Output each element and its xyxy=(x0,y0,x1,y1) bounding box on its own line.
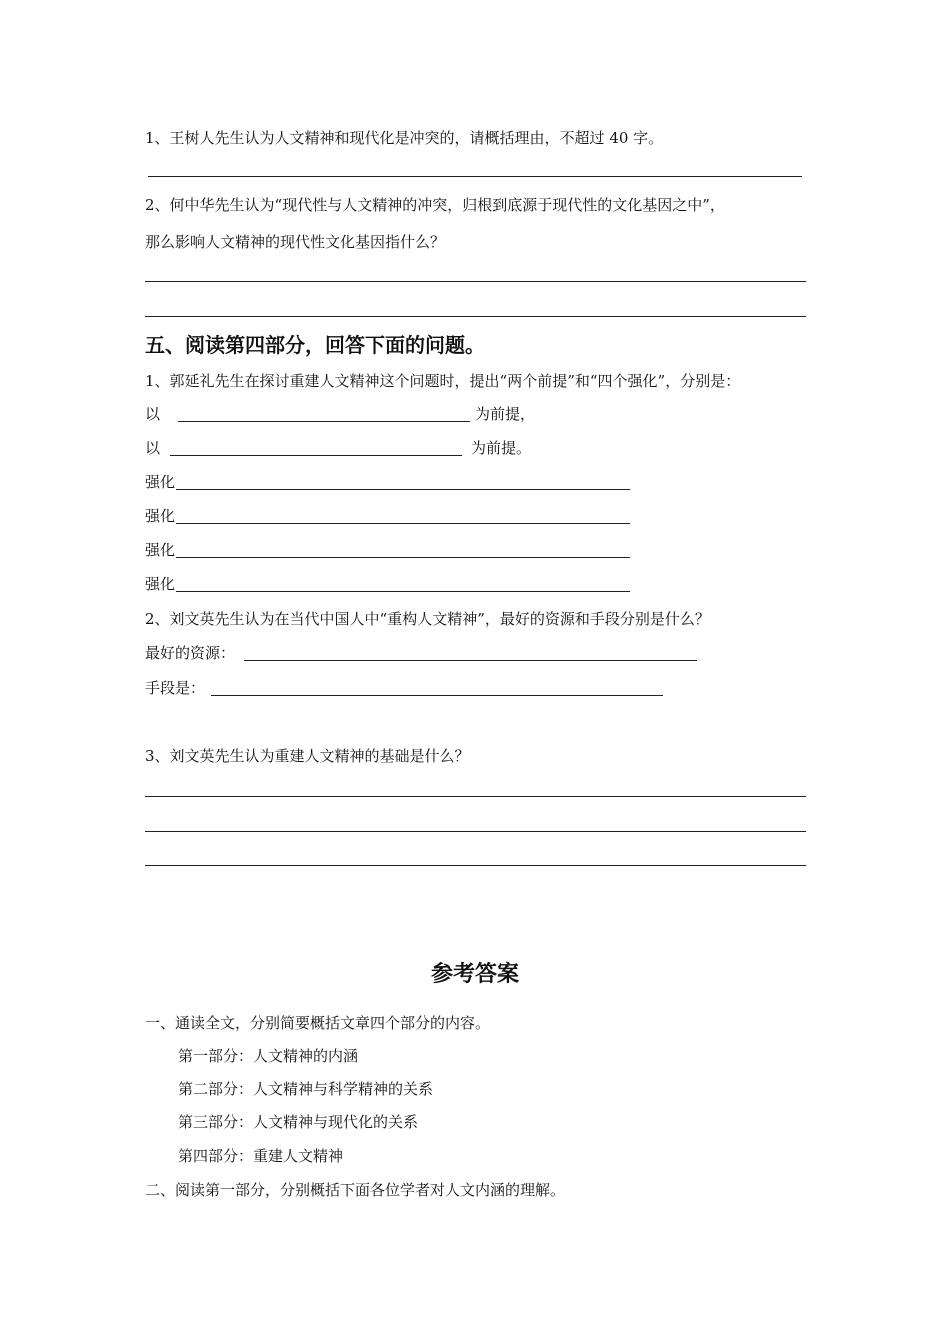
premise-blank-2 xyxy=(170,455,462,456)
question-5-3: 3、刘文英先生认为重建人文精神的基础是什么？ xyxy=(145,747,470,765)
means-blank xyxy=(211,695,663,696)
strengthen-label-4: 强化 xyxy=(145,575,176,593)
answer-item-1: 一、通读全文，分别简要概括文章四个部分的内容。 xyxy=(145,1014,491,1032)
answer-line xyxy=(145,316,806,317)
strengthen-blank-1 xyxy=(176,489,630,490)
question-5-1: 1、郭延礼先生在探讨重建人文精神这个问题时，提出“两个前提”和“四个强化”，分别是： xyxy=(145,372,741,390)
question-4-1: 1、王树人先生认为人文精神和现代化是冲突的，请概括理由，不超过 40 字。 xyxy=(145,129,664,147)
answer-line xyxy=(145,865,806,866)
premise-suffix-1: 为前提， xyxy=(475,405,536,423)
strengthen-label-2: 强化 xyxy=(145,507,176,525)
premise-blank-1 xyxy=(178,421,470,422)
best-resource-label: 最好的资源： xyxy=(145,644,236,662)
premise-suffix-2: 为前提。 xyxy=(471,439,532,457)
strengthen-blank-4 xyxy=(176,591,630,592)
means-label: 手段是： xyxy=(145,679,206,697)
question-4-2-line2: 那么影响人文精神的现代性文化基因指什么？ xyxy=(145,233,446,251)
section-heading-5: 五、阅读第四部分，回答下面的问题。 xyxy=(145,333,485,357)
strengthen-label-1: 强化 xyxy=(145,473,176,491)
answer-line xyxy=(145,281,806,282)
strengthen-label-3: 强化 xyxy=(145,541,176,559)
answer-line xyxy=(148,176,802,177)
question-5-2: 2、刘文英先生认为在当代中国人中“重构人文精神”，最好的资源和手段分别是什么？ xyxy=(145,610,710,628)
answer-part-4: 第四部分：重建人文精神 xyxy=(178,1147,344,1165)
answer-part-1: 第一部分：人文精神的内涵 xyxy=(178,1047,359,1065)
answers-title: 参考答案 xyxy=(430,961,519,987)
answer-line xyxy=(145,831,806,832)
premise-prefix-2: 以 xyxy=(145,439,161,457)
question-4-2-line1: 2、何中华先生认为“现代性与人文精神的冲突，归根到底源于现代性的文化基因之中”， xyxy=(145,196,725,214)
answer-item-2: 二、阅读第一部分，分别概括下面各位学者对人文内涵的理解。 xyxy=(145,1181,566,1199)
strengthen-blank-3 xyxy=(176,557,630,558)
answer-part-2: 第二部分：人文精神与科学精神的关系 xyxy=(178,1080,434,1098)
answer-part-3: 第三部分：人文精神与现代化的关系 xyxy=(178,1113,419,1131)
best-resource-blank xyxy=(244,660,697,661)
strengthen-blank-2 xyxy=(176,523,630,524)
answer-line xyxy=(145,796,806,797)
premise-prefix-1: 以 xyxy=(145,405,161,423)
